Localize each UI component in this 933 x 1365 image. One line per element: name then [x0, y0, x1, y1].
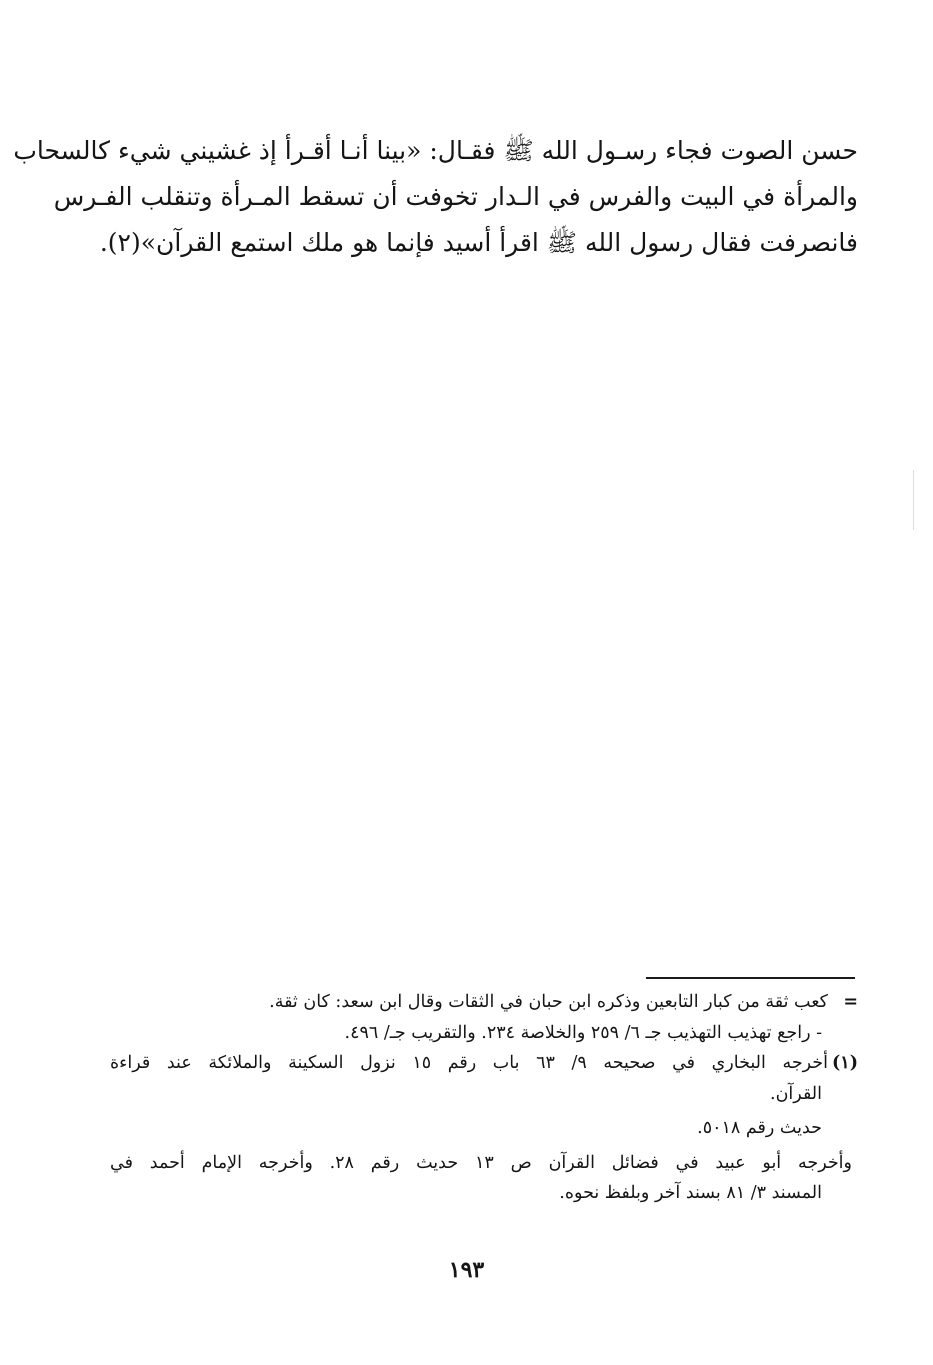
footnote-abu-ubaid-line: وأخرجه أبو عبيد في فضائل القرآن ص ١٣ حديث رقم ٢٨. وأخرجه الإمام أحمد في — [110, 1152, 852, 1173]
footnote-continuation-line — [110, 987, 858, 1018]
body-line-2: والمرأة في البيت والفرس في الـدار تخوفت أن تسقط المـرأة وتنقلب الفـرس — [53, 182, 858, 211]
footnote-text: أخرجه البخاري في صحيحه ٩/ ٦٣ باب رقم ١٥ نزول السكينة والملائكة عند قراءة — [110, 1053, 828, 1073]
footnote-1-continuation: القرآن. — [770, 1083, 822, 1104]
footnote-reference-line: - راجع تهذيب التهذيب جـ ٦/ ٢٥٩ والخلاصة ٢٣٤. والتقريب جـ/ ٤٩٦. — [344, 1022, 822, 1043]
footnote-1-line — [110, 1048, 858, 1079]
footnote-1-marker: (١) — [832, 1053, 858, 1073]
footnote-text: كعب ثقة من كبار التابعين وذكره ابن حبان في الثقات وقال ابن سعد: كان ثقة. — [269, 992, 828, 1012]
main-body-text — [13, 128, 858, 266]
footnote-hadith-number: حديث رقم ٥٠١٨. — [697, 1118, 822, 1138]
continuation-marker: = — [843, 992, 858, 1012]
scan-edge-mark — [913, 470, 914, 530]
footnotes — [110, 987, 858, 1209]
body-line-3: فانصرفت فقال رسول الله ﷺ اقرأ أسيد فإنما هو ملك استمع القرآن»(٢). — [99, 228, 858, 257]
page-number: ١٩٣ — [448, 1257, 485, 1283]
footnote-separator — [646, 977, 855, 979]
body-line-1: حسن الصوت فجاء رسـول الله ﷺ فقـال: «بينا أنـا أقـرأ إذ غشيني شيء كالسحاب — [13, 136, 858, 165]
footnote-musnad-line: المسند ٣/ ٨١ بسند آخر وبلفظ نحوه. — [559, 1183, 822, 1203]
